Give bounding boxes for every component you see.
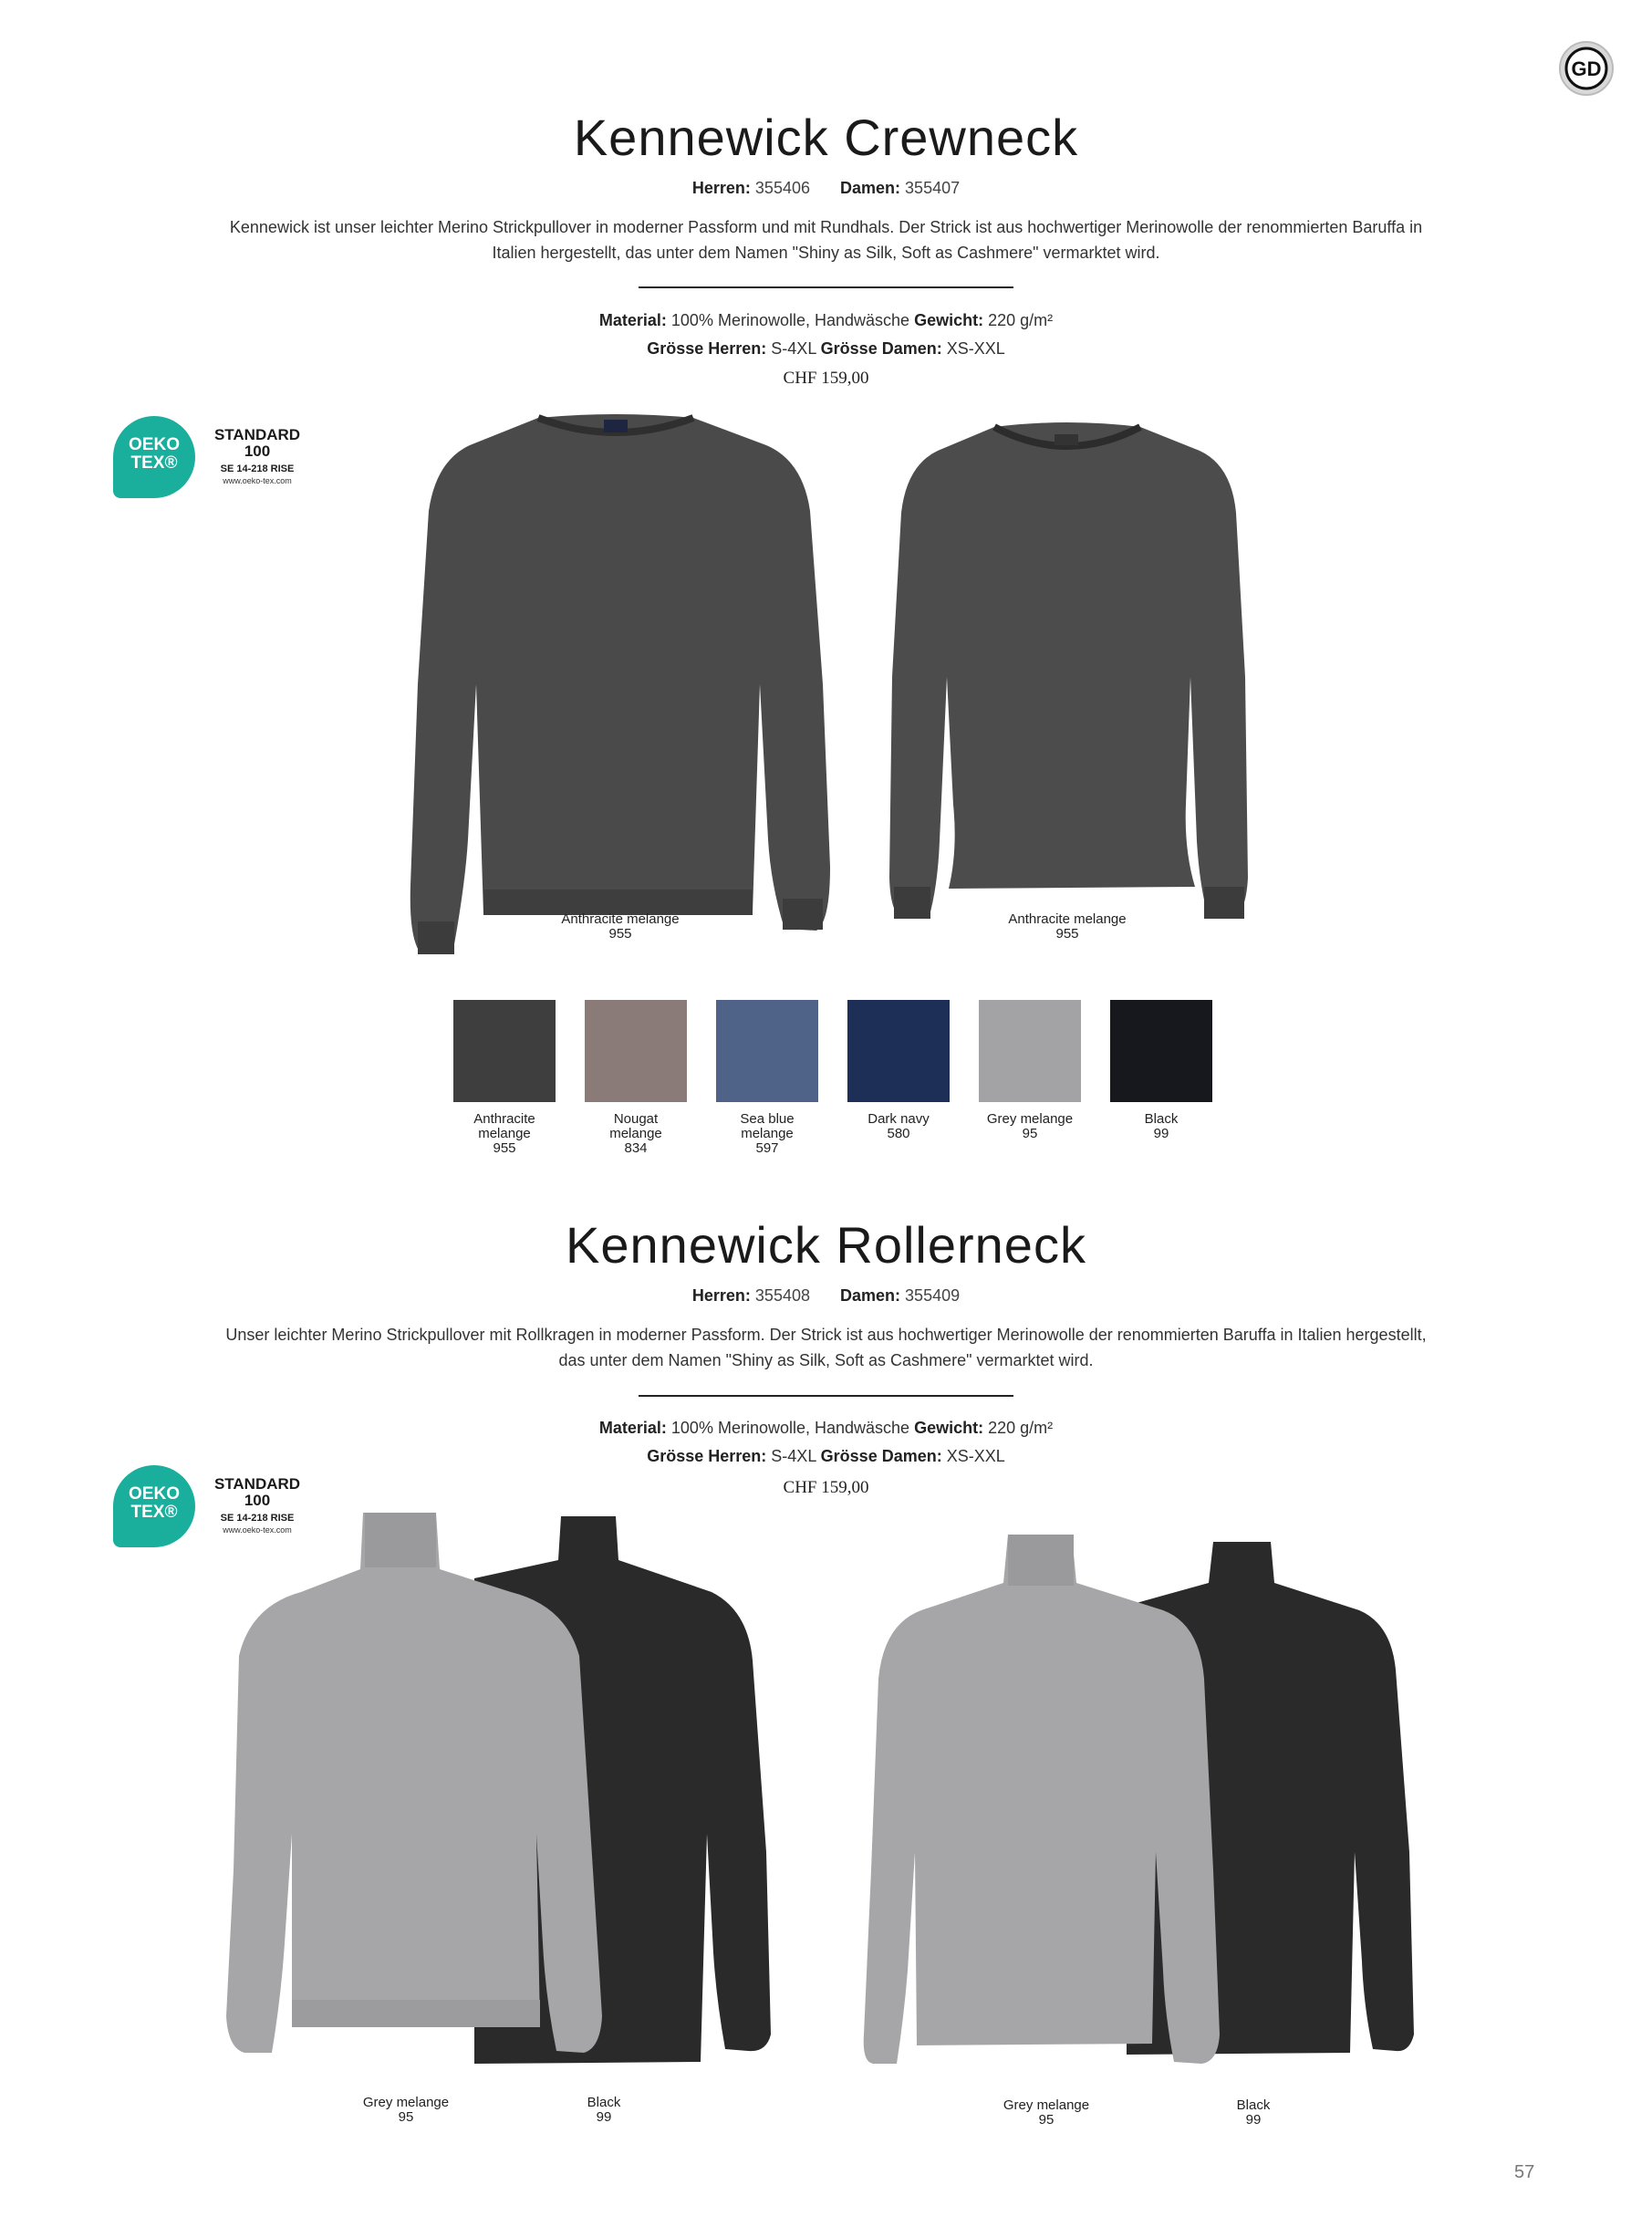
oeko-standard: STANDARD: [213, 1475, 301, 1493]
swatch-caption-line1: Black: [1144, 1111, 1179, 1127]
description-line: Italien hergestellt, das unter dem Namen "Shiny as Silk, Soft as Cashmere" vermarktet wird.: [492, 244, 1160, 262]
divider: [639, 1395, 1013, 1397]
swatch-caption: [563, 1112, 709, 1156]
caption-code: 99: [1245, 2112, 1262, 2128]
swatch-caption-line1: Dark navy: [868, 1111, 930, 1127]
size-men-label: Grösse Herren:: [647, 1447, 767, 1465]
mens-rollerneck-image: [201, 1505, 830, 2071]
rollerneck-title: Kennewick Rollerneck: [566, 1216, 1086, 1274]
color-swatch: [847, 1000, 950, 1102]
rollerneck-description: [0, 1322, 1652, 1373]
swatch-caption: [694, 1112, 840, 1156]
rollerneck-caption: [1162, 2098, 1345, 2128]
crewneck-description: [0, 214, 1652, 265]
herren-code: 355406: [754, 179, 810, 197]
size-men-label: Grösse Herren:: [647, 339, 767, 358]
crewneck-size-line: [0, 339, 1652, 359]
caption-name: Grey melange: [1003, 2097, 1090, 2113]
oeko-tex-badge: [113, 416, 314, 516]
caption-code: 95: [1038, 2112, 1055, 2128]
material-label: Material:: [598, 1419, 667, 1437]
rollerneck-size-line: [0, 1447, 1652, 1466]
rollerneck-price: CHF 159,00: [783, 1478, 869, 1497]
swatch-caption-line1: Nougat: [613, 1111, 659, 1127]
page-number: 57: [1514, 2162, 1535, 2182]
swatch-caption-code: 99: [1153, 1126, 1169, 1141]
swatch-caption-code: 597: [755, 1140, 779, 1156]
oeko-brand-line: OEKO: [129, 435, 180, 454]
weight-label: Gewicht:: [914, 311, 984, 329]
brand-logo: [1558, 40, 1615, 97]
caption-name: Anthracite melange: [1008, 911, 1127, 927]
oeko-url: www.oeko-tex.com: [223, 1525, 292, 1535]
herren-code: 355408: [754, 1286, 810, 1305]
size-women-value: XS-XXL: [946, 1447, 1005, 1465]
swatch-caption-line2: melange: [741, 1126, 794, 1141]
color-swatch: [716, 1000, 818, 1102]
swatch-caption-line2: melange: [478, 1126, 531, 1141]
crewneck-price: CHF 159,00: [783, 369, 869, 388]
oeko-cert: SE 14-218 RISE: [220, 1513, 295, 1524]
womens-rollerneck-image: [862, 1524, 1446, 2071]
swatch-caption: [1088, 1112, 1234, 1141]
swatch-caption: [957, 1112, 1103, 1141]
description-line: Kennewick ist unser leichter Merino Strickpullover in moderner Passform und mit Rundhals. Der Strick ist aus hochwertiger Merinowolle der renommierten Baruffa in: [229, 218, 1423, 236]
womens-crewneck-image: [885, 421, 1250, 932]
damen-code: 355409: [905, 1286, 961, 1305]
color-swatch: [979, 1000, 1081, 1102]
caption-code: 955: [1055, 926, 1079, 942]
damen-code: 355407: [905, 179, 961, 197]
caption-code: 955: [608, 926, 632, 942]
oeko-standard-number: 100: [244, 442, 271, 460]
mens-crewneck-caption: [529, 912, 712, 942]
swatch-caption-code: 95: [1022, 1126, 1038, 1141]
caption-code: 95: [398, 2109, 414, 2125]
swatch-caption-line1: Anthracite: [473, 1111, 535, 1127]
material-value: 100% Merinowolle, Handwäsche: [670, 311, 910, 329]
weight-value: 220 g/m²: [988, 1419, 1054, 1437]
material-label: Material:: [598, 311, 667, 329]
material-value: 100% Merinowolle, Handwäsche: [670, 1419, 910, 1437]
description-line: Unser leichter Merino Strickpullover mit Rollkragen in moderner Passform. Der Strick ist aus hochwertiger Merinowolle der renommierten Baruffa in Italien hergestellt,: [225, 1326, 1427, 1344]
size-men-value: S-4XL: [771, 1447, 816, 1465]
size-women-label: Grösse Damen:: [820, 1447, 942, 1465]
swatch-caption: [431, 1112, 577, 1156]
rollerneck-material-line: [0, 1419, 1652, 1438]
herren-label: Herren:: [691, 179, 751, 197]
size-men-value: S-4XL: [771, 339, 816, 358]
swatch-caption-line1: Grey melange: [986, 1111, 1074, 1127]
oeko-brand-line: TEX®: [130, 453, 178, 473]
size-women-label: Grösse Damen:: [820, 339, 942, 358]
gd-logo-icon: [1558, 40, 1615, 97]
oeko-brand-line: TEX®: [130, 1503, 178, 1522]
womens-crewneck-caption: [976, 912, 1158, 942]
color-swatch: [1110, 1000, 1212, 1102]
swatch-caption-code: 580: [887, 1126, 910, 1141]
caption-name: Black: [1236, 2097, 1271, 2113]
oeko-standard: STANDARD: [213, 426, 301, 443]
rollerneck-codes: [0, 1286, 1652, 1306]
color-swatch: [453, 1000, 556, 1102]
swatch-caption-code: 834: [624, 1140, 648, 1156]
oeko-standard-number: 100: [244, 1492, 271, 1509]
swatch-caption-code: 955: [493, 1140, 516, 1156]
crewneck-material-line: [0, 311, 1652, 330]
caption-code: 99: [596, 2109, 612, 2125]
weight-value: 220 g/m²: [988, 311, 1054, 329]
rollerneck-caption: [955, 2098, 1138, 2128]
rollerneck-caption: [315, 2096, 497, 2125]
mens-crewneck-image: [401, 411, 830, 958]
swatch-caption-line2: melange: [609, 1126, 662, 1141]
divider: [639, 286, 1013, 288]
damen-label: Damen:: [840, 179, 901, 197]
caption-name: Anthracite melange: [561, 911, 680, 927]
size-women-value: XS-XXL: [946, 339, 1005, 358]
logo-text: GD: [1571, 57, 1602, 80]
oeko-url: www.oeko-tex.com: [223, 476, 292, 485]
crewneck-codes: [0, 179, 1652, 198]
weight-label: Gewicht:: [914, 1419, 984, 1437]
herren-label: Herren:: [691, 1286, 751, 1305]
caption-name: Grey melange: [362, 2095, 450, 2110]
caption-name: Black: [587, 2095, 621, 2110]
oeko-cert: SE 14-218 RISE: [220, 463, 295, 474]
swatch-caption-line1: Sea blue: [740, 1111, 795, 1127]
damen-label: Damen:: [840, 1286, 901, 1305]
color-swatch: [585, 1000, 687, 1102]
swatch-caption: [826, 1112, 971, 1141]
description-line: das unter dem Namen "Shiny as Silk, Soft as Cashmere" vermarktet wird.: [558, 1351, 1094, 1369]
oeko-brand-line: OEKO: [129, 1484, 180, 1504]
crewneck-title: Kennewick Crewneck: [573, 109, 1079, 166]
rollerneck-caption: [513, 2096, 695, 2125]
